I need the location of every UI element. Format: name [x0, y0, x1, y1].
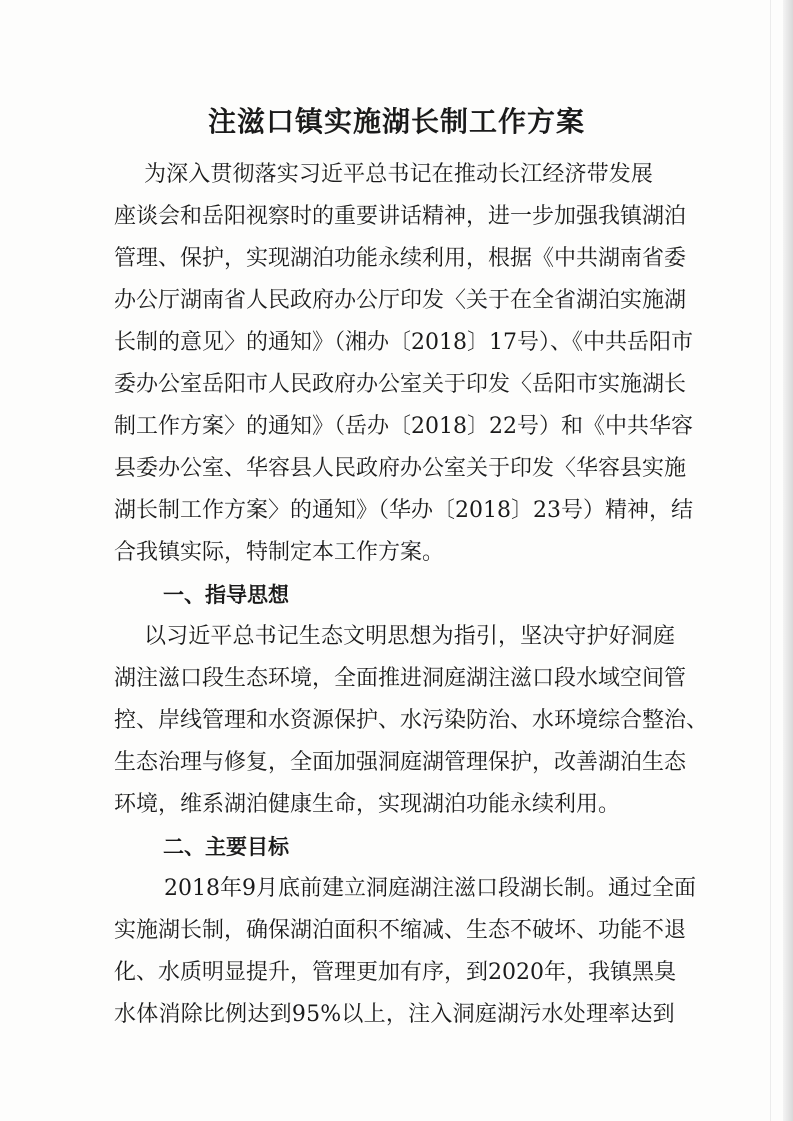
section2-line: 实施湖长制，确保湖泊面积不缩减、生态不破坏、功能不退: [114, 918, 687, 943]
intro-line: 县委办公室、华容县人民政府办公室关于印发〈华容县实施: [114, 456, 687, 481]
intro-line: 座谈会和岳阳视察时的重要讲话精神，进一步加强我镇湖泊: [114, 204, 687, 229]
intro-line: 湖长制工作方案〉的通知》（华办〔2018〕23号）精神，结: [114, 498, 693, 523]
intro-line: 制工作方案〉的通知》（岳办〔2018〕22号）和《中共华容: [114, 414, 693, 439]
intro-line: 委办公室岳阳市人民政府办公室关于印发〈岳阳市实施湖长: [114, 372, 687, 397]
section1-line: 以习近平总书记生态文明思想为指引，坚决守护好洞庭: [144, 624, 676, 649]
section2-line: 2018年9月底前建立洞庭湖注滋口段湖长制。通过全面: [164, 876, 696, 901]
paper-edge-line: [770, 0, 771, 1121]
intro-line: 管理、保护，实现湖泊功能永续利用，根据《中共湖南省委: [114, 246, 687, 271]
section2-line: 水体消除比例达到95%以上，注入洞庭湖污水处理率达到: [114, 1002, 675, 1027]
paper-edge-shadow: [783, 0, 793, 1121]
intro-line: 合我镇实际，特制定本工作方案。: [114, 540, 445, 565]
section1-line: 湖注滋口段生态环境，全面推进洞庭湖注滋口段水域空间管: [114, 666, 687, 691]
section1-line: 控、岸线管理和水资源保护、水污染防治、水环境综合整治、: [114, 708, 709, 733]
section1-line: 环境，维系湖泊健康生命，实现湖泊功能永续利用。: [114, 792, 621, 817]
section1-line: 生态治理与修复，全面加强洞庭湖管理保护，改善湖泊生态: [114, 750, 687, 775]
section-heading-main-goals: 二、主要目标: [163, 835, 289, 859]
intro-line: 为深入贯彻落实习近平总书记在推动长江经济带发展: [144, 162, 654, 187]
section2-line: 化、水质明显提升，管理更加有序，到2020年，我镇黑臭: [114, 960, 676, 985]
document-title: 注滋口镇实施湖长制工作方案: [207, 105, 585, 138]
section-heading-guiding-ideology: 一、指导思想: [163, 583, 289, 607]
intro-line: 长制的意见〉的通知》（湘办〔2018〕17号）、《中共岳阳市: [114, 330, 693, 355]
intro-line: 办公厅湖南省人民政府办公厅印发〈关于在全省湖泊实施湖: [114, 288, 687, 313]
